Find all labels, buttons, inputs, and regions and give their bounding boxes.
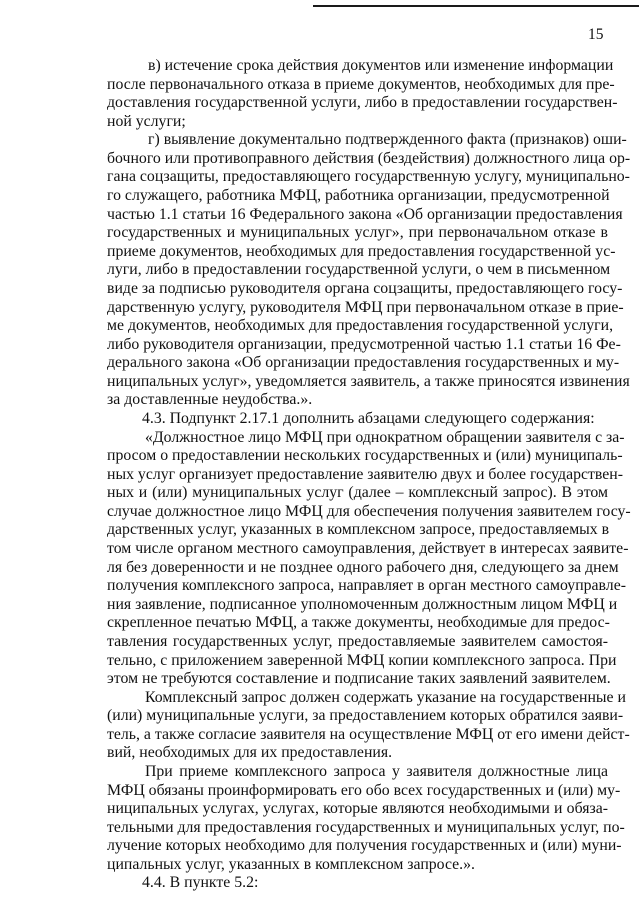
text-line: бочного или противоправного действия (бездействия) должностного лица ор- (107, 149, 631, 167)
text-line: том числе органом местного самоуправления, действует в интересах заявите- (107, 540, 629, 558)
text-line: в) истечение срока действия документов или изменение информации (148, 57, 614, 74)
text-line: дерального закона «Об организации предоставления государственных и му- (107, 354, 620, 372)
text-line: лучение которых необходимо для получения государственных и (или) муни- (107, 837, 622, 855)
text-line: тавления государственных услуг, предоставляемые заявителем самостоя- (107, 632, 608, 650)
text-line: луги, либо в предоставлении государственной услуги, о чем в письменном (107, 261, 611, 279)
text-line: ме документов, необходимых для предоставления государственной услуги, (107, 317, 614, 335)
text-line: дарственную услугу, руководителя МФЦ при первоначальном отказе в прие- (107, 298, 624, 316)
text-line: «Должностное лицо МФЦ при однократном обращении заявителя с за- (145, 428, 625, 446)
text-line: ниципальных услуг», уведомляется заявитель, а также приносятся извинения (107, 372, 630, 390)
text-line: просом о предоставлении нескольких государственных и (или) муниципаль- (107, 447, 623, 465)
text-line: 4.4. В пункте 5.2: (142, 874, 259, 892)
text-line: приеме документов, необходимых для предоставления государственной ус- (107, 242, 616, 260)
text-line: частью 1.1 статьи 16 Федерального закона «Об организации предоставления (107, 205, 623, 223)
text-line: (или) муниципальные услуги, за предоставлением которых обратился заяви- (107, 707, 624, 725)
text-line: ных и (или) муниципальных услуг (далее – комплексный запрос). В этом (107, 484, 608, 502)
text-line: доставления государственной услуги, либо в предоставлении государствен- (107, 94, 618, 112)
text-line: ципальных услуг, указанных в комплексном запросе.». (107, 855, 475, 873)
text-line: тель, а также согласие заявителя на осуществление МФЦ от его имени дейст- (107, 725, 630, 743)
text-line: ных услуг организует предоставление заявителю двух и более государствен- (107, 465, 624, 483)
text-line: виде за подписью руководителя органа соцзащиты, предоставляющего госу- (107, 279, 623, 297)
text-line: ля без доверенности и не позднее одного рабочего дня, следующего за днем (107, 558, 619, 576)
text-line: получения комплексного запроса, направляет в орган местного самоуправле- (107, 577, 626, 595)
header-rule (313, 5, 639, 7)
text-line: ния заявление, подписанное уполномоченным должностным лицом МФЦ и (107, 595, 618, 613)
text-line: го служащего, работника МФЦ, работника организации, предусмотренной (107, 187, 610, 205)
text-line: 4.3. Подпункт 2.17.1 дополнить абзацами следующего содержания: (142, 409, 595, 427)
text-line: ниципальных услугах, услугах, которые являются необходимыми и обяза- (107, 800, 608, 818)
text-line: либо руководителя организации, предусмотренной частью 1.1 статьи 16 Фе- (107, 335, 621, 353)
text-line: тельными для предоставления государственных и муниципальных услуг, по- (107, 818, 625, 836)
text-line: дарственных услуг, указанных в комплексном запросе, предоставляемых в (107, 521, 610, 539)
text-line: тельно, с приложением заверенной МФЦ копии комплексного запроса. При (107, 651, 617, 669)
page-number: 15 (588, 26, 604, 43)
text-line: гана соцзащиты, предоставляющего государственную услугу, муниципально- (107, 168, 630, 186)
text-line: вий, необходимых для их предоставления. (107, 744, 393, 762)
text-line: этом не требуются составление и подписание таких заявлений заявителем. (107, 670, 611, 688)
text-line: МФЦ обязаны проинформировать его обо всех государственных и (или) му- (107, 781, 621, 799)
text-line: случае должностное лицо МФЦ для обеспечения получения заявителем госу- (107, 502, 631, 520)
text-line: скрепленное печатью МФЦ, а также документы, необходимые для предос- (107, 614, 610, 632)
text-line: г) выявление документально подтвержденного факта (признаков) оши- (148, 131, 627, 149)
text-line: после первоначального отказа в приеме документов, необходимых для пре- (107, 75, 615, 93)
text-line: ной услуги; (107, 112, 186, 130)
text-line: государственных и муниципальных услуг», при первоначальном отказе в (107, 224, 608, 242)
document-body (107, 57, 631, 893)
text-line: за доставленные неудобства.». (107, 391, 313, 409)
text-line: Комплексный запрос должен содержать указание на государственные и (145, 688, 626, 706)
text-line: При приеме комплексного запроса у заявителя должностные лица (145, 762, 608, 780)
